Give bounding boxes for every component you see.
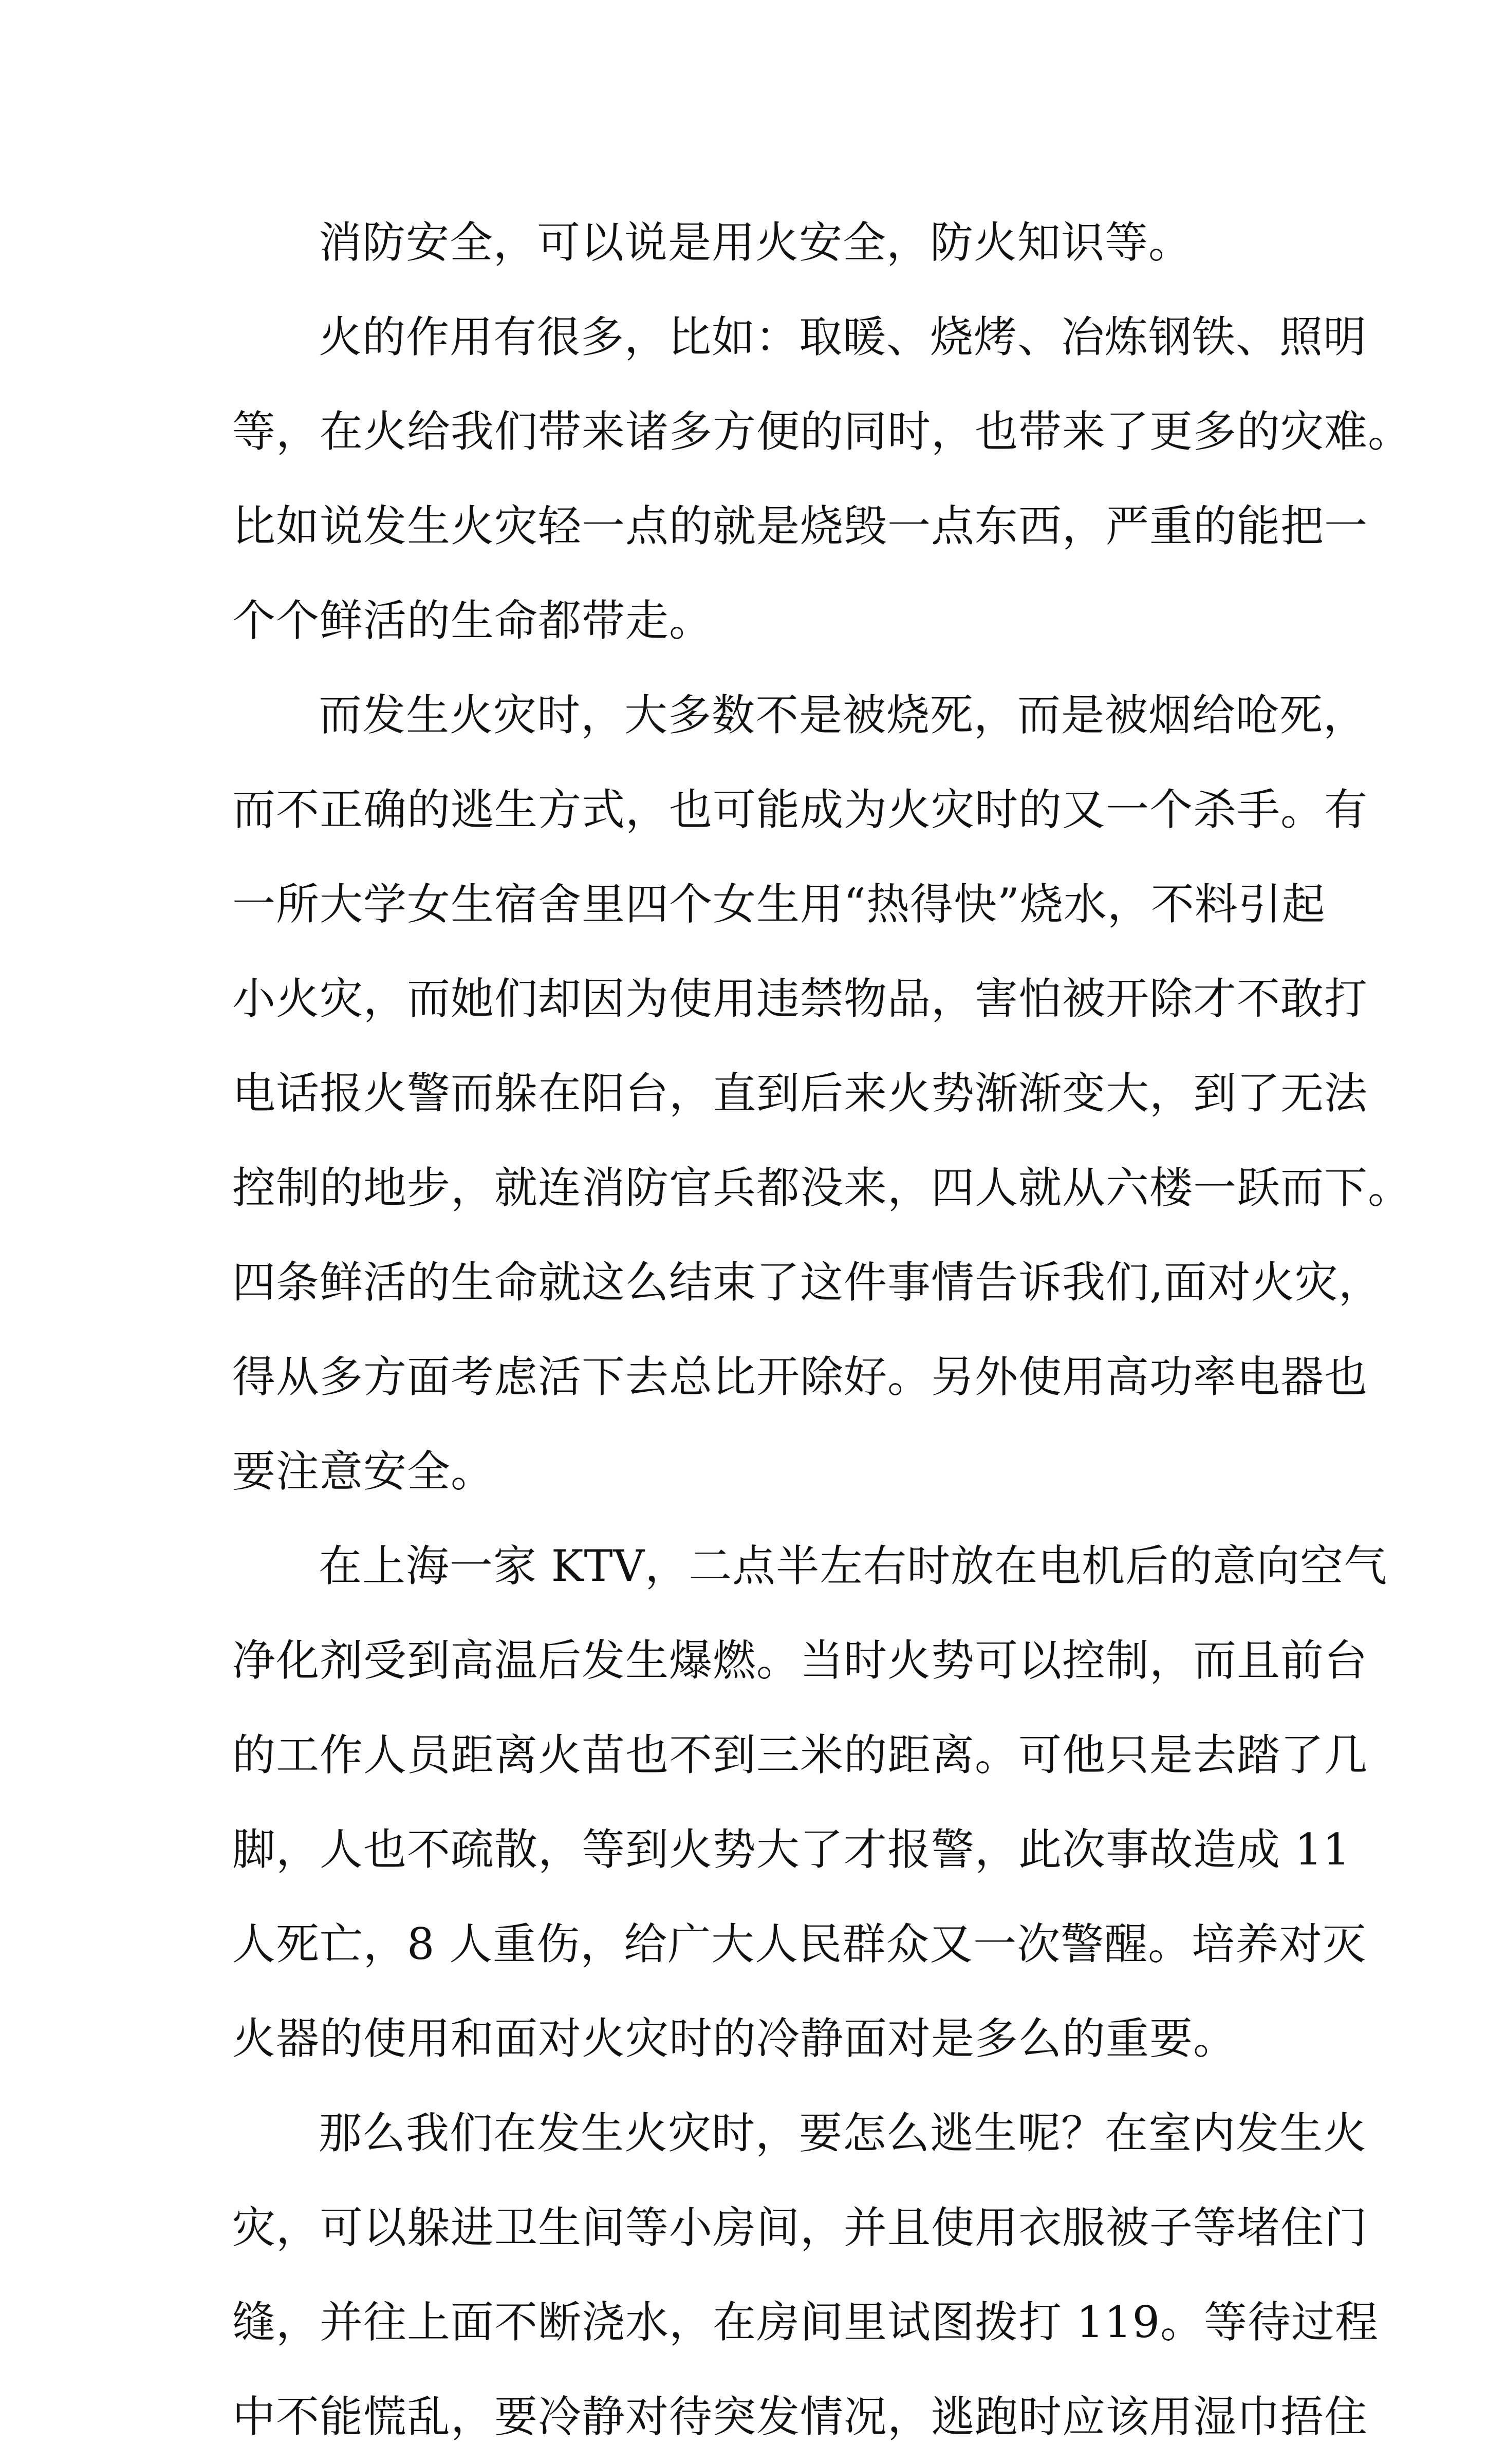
paragraph-3-line-8: 得从多方面考虑活下去总比开除好。另外使用高功率电器也 bbox=[232, 1352, 1368, 1402]
paragraph-4-line-3: 的工作人员距离火苗也不到三米的距离。可他只是去踏了几 bbox=[232, 1730, 1368, 1780]
paragraph-5-line-4: 中不能慌乱，要冷静对待突发情况，逃跑时应该用湿巾捂住 bbox=[232, 2392, 1368, 2442]
paragraph-3-line-1: 而发生火灾时，大多数不是被烧死，而是被烟给呛死， bbox=[319, 690, 1367, 740]
paragraph-5-line-3: 缝，并往上面不断浇水，在房间里试图拨打 119。等待过程 bbox=[232, 2297, 1379, 2347]
paragraph-3-line-4: 小火灾，而她们却因为使用违禁物品，害怕被开除才不敢打 bbox=[232, 974, 1368, 1024]
paragraph-4-line-4: 脚，人也不疏散，等到火势大了才报警，此次事故造成 11 bbox=[232, 1824, 1351, 1875]
paragraph-1-line-1: 消防安全，可以说是用火安全，防火知识等。 bbox=[319, 217, 1193, 268]
paragraph-2-line-1: 火的作用有很多，比如：取暖、烧烤、冶炼钢铁、照明 bbox=[319, 312, 1367, 362]
paragraph-5-line-1: 那么我们在发生火灾时，要怎么逃生呢？在室内发生火 bbox=[319, 2108, 1367, 2158]
paragraph-3-line-2: 而不正确的逃生方式，也可能成为火灾时的又一个杀手。有 bbox=[232, 785, 1368, 835]
paragraph-3-line-9: 要注意安全。 bbox=[232, 1446, 495, 1497]
paragraph-2-line-3: 比如说发生火灾轻一点的就是烧毁一点东西，严重的能把一 bbox=[232, 501, 1368, 551]
paragraph-2-line-2: 等，在火给我们带来诸多方便的同时，也带来了更多的灾难。 bbox=[232, 406, 1412, 457]
paragraph-4-line-6: 火器的使用和面对火灾时的冷静面对是多么的重要。 bbox=[232, 2013, 1237, 2064]
paragraph-2-line-4: 个个鲜活的生命都带走。 bbox=[232, 595, 713, 646]
paragraph-3-line-3: 一所大学女生宿舍里四个女生用“热得快”烧水，不料引起 bbox=[232, 879, 1326, 929]
paragraph-4-line-5: 人死亡，8 人重伤，给广大人民群众又一次警醒。培养对灭 bbox=[232, 1919, 1367, 1969]
paragraph-3-line-5: 电话报火警而躲在阳台，直到后来火势渐渐变大，到了无法 bbox=[232, 1068, 1368, 1118]
paragraph-4-line-2: 净化剂受到高温后发生爆燃。当时火势可以控制，而且前台 bbox=[232, 1635, 1368, 1686]
paragraph-3-line-7: 四条鲜活的生命就这么结束了这件事情告诉我们,面对火灾， bbox=[232, 1257, 1382, 1308]
paragraph-5-line-2: 灾，可以躲进卫生间等小房间，并且使用衣服被子等堵住门 bbox=[232, 2202, 1368, 2253]
paragraph-3-line-6: 控制的地步，就连消防官兵都没来，四人就从六楼一跃而下。 bbox=[232, 1163, 1412, 1213]
document-body bbox=[232, 195, 1412, 2464]
paragraph-4-line-1: 在上海一家 KTV，二点半左右时放在电机后的意向空气 bbox=[319, 1541, 1388, 1591]
